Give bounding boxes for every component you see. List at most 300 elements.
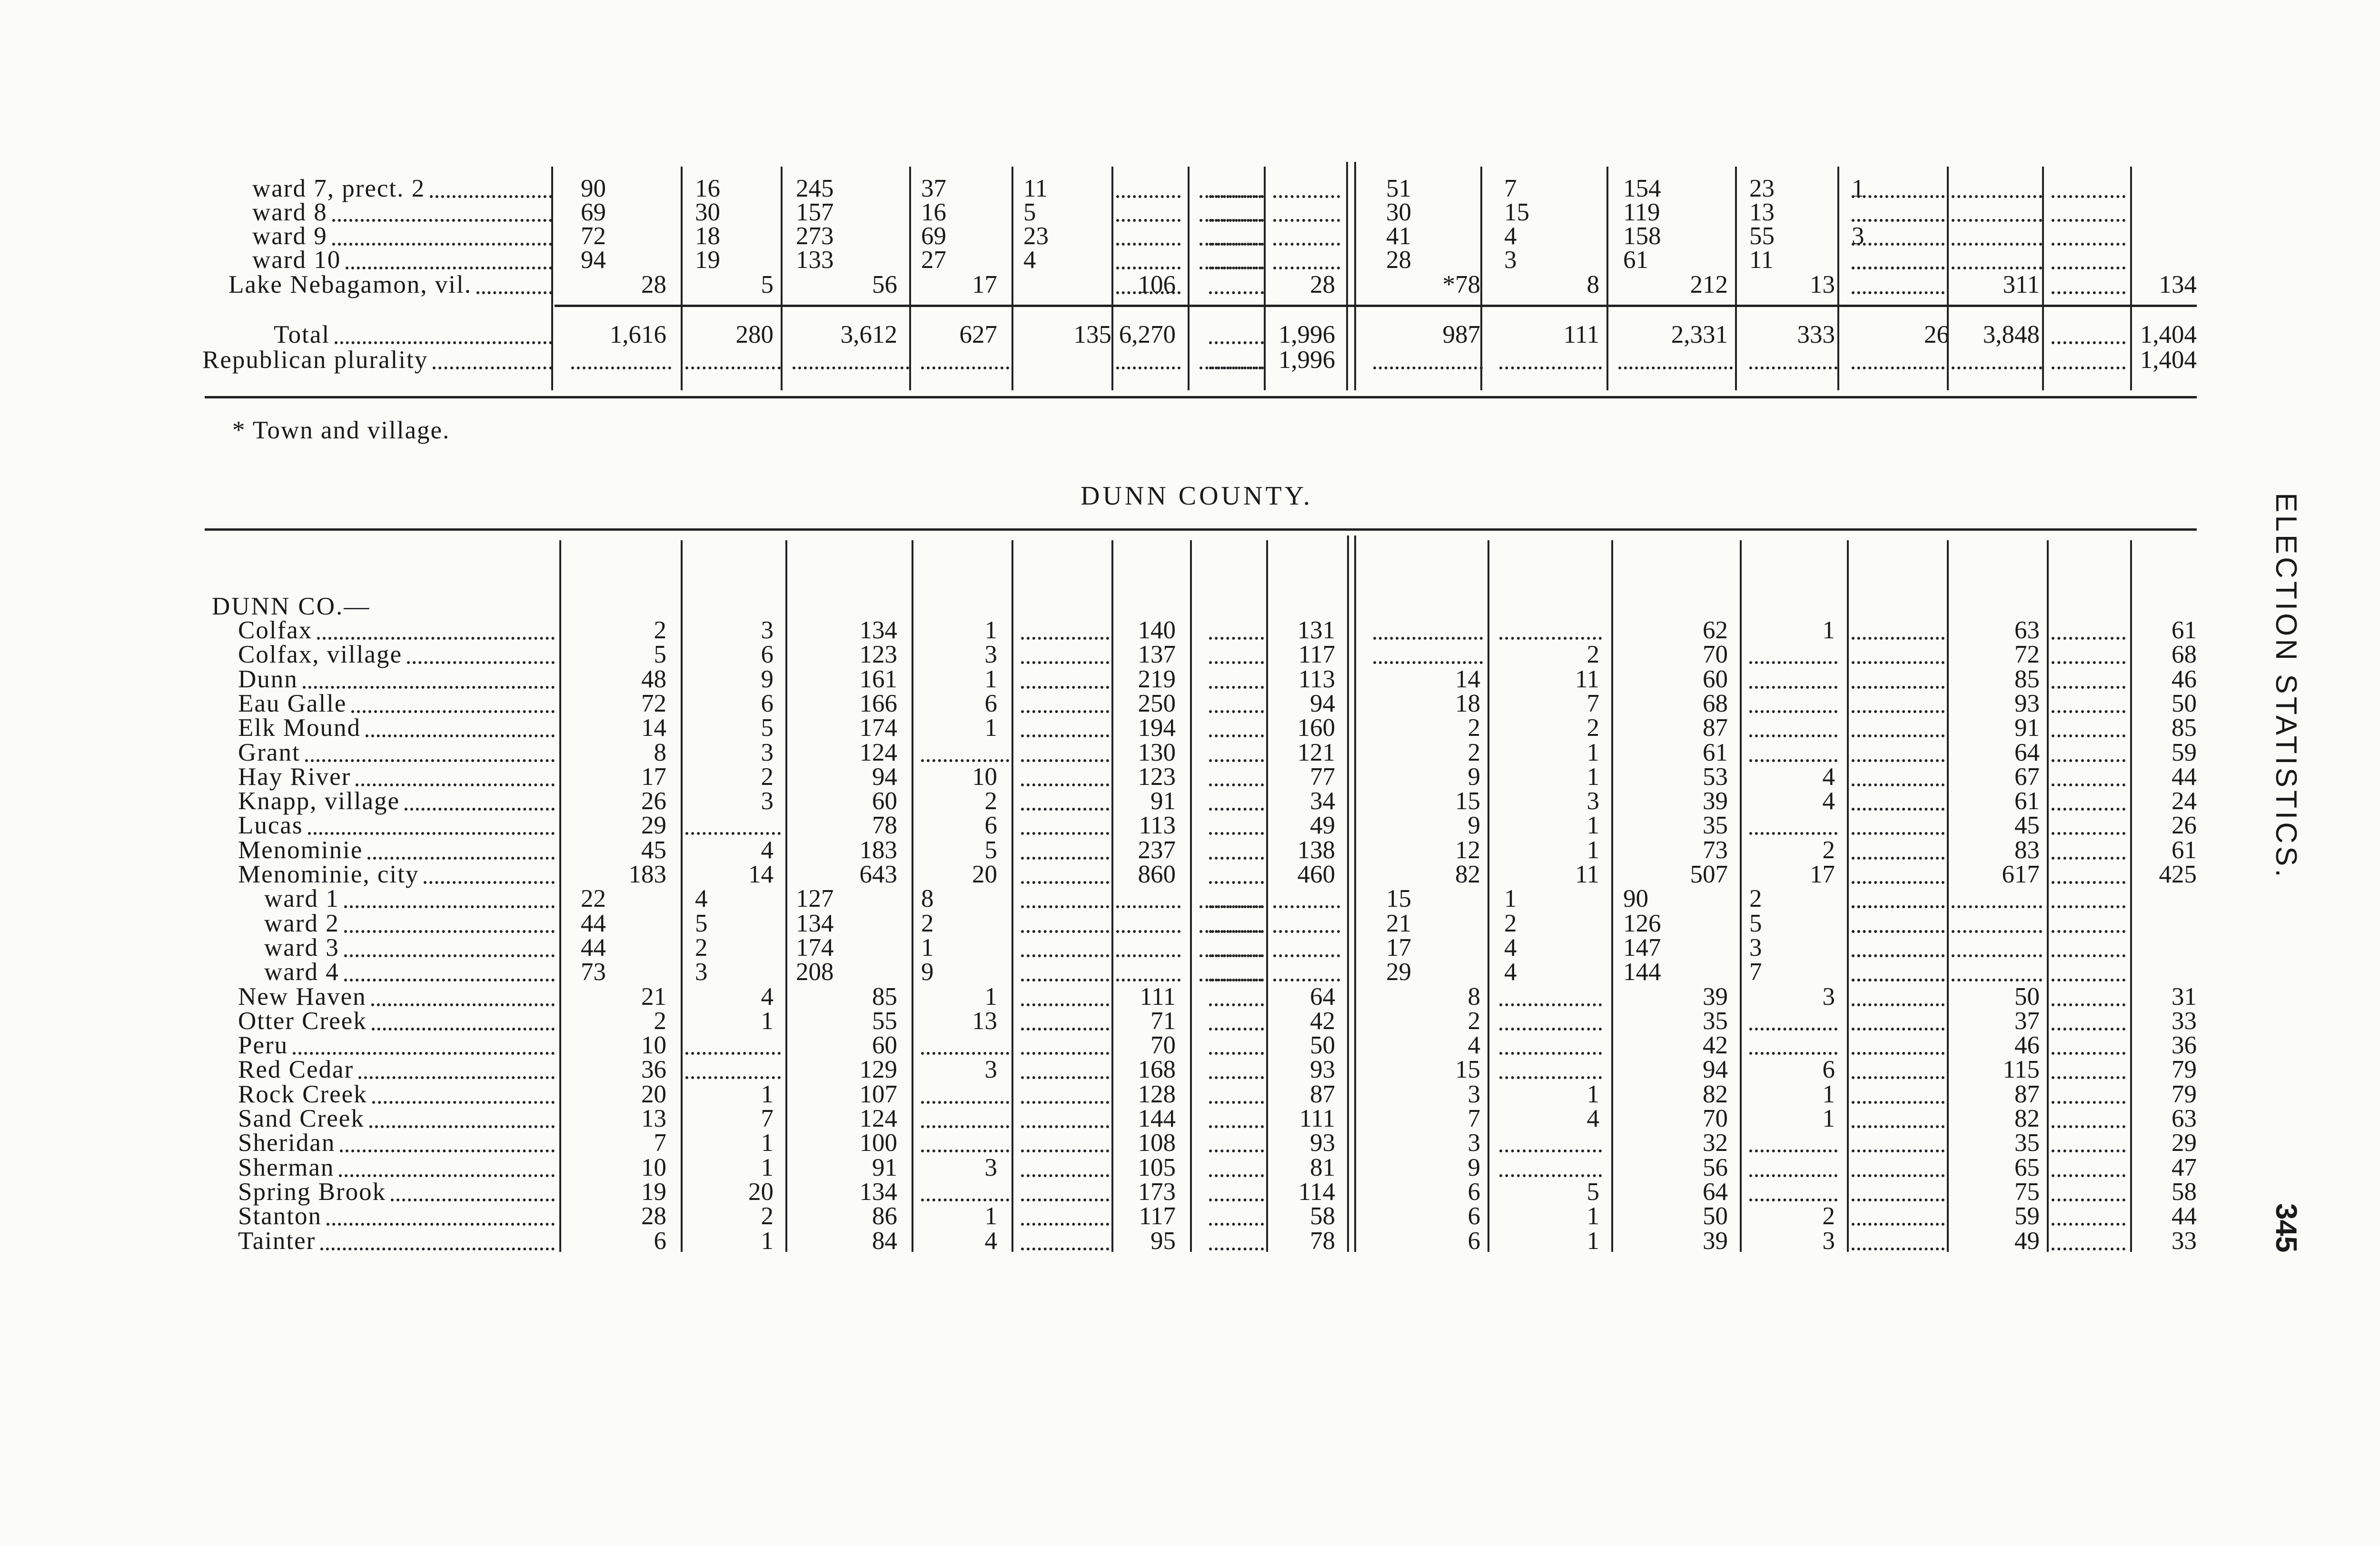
table-cell: 2 <box>695 933 708 961</box>
row-label-leader <box>372 1028 555 1031</box>
dot-leader <box>921 1101 1009 1104</box>
table-cell: 8 <box>921 885 934 913</box>
table-cell: 17 <box>641 763 666 791</box>
table-cell: 1 <box>1852 175 1864 202</box>
table-cell: 65 <box>2014 1153 2040 1181</box>
table-cell: 29 <box>641 812 666 840</box>
table-cell: 219 <box>1138 665 1176 693</box>
row-label: ward 4 <box>264 958 339 986</box>
dot-leader <box>1273 954 1340 957</box>
dot-leader <box>1021 686 1109 689</box>
table-cell: 90 <box>581 175 606 202</box>
table-cell: 11 <box>1749 246 1774 274</box>
dot-leader <box>571 367 671 369</box>
dot-leader <box>1852 881 1944 884</box>
dot-leader <box>2052 243 2125 246</box>
table-cell: 250 <box>1138 689 1176 717</box>
table-cell: 134 <box>796 909 834 937</box>
table-cell: 1 <box>984 616 997 644</box>
table-cell: 70 <box>1150 1031 1176 1060</box>
table-cell: 51 <box>1386 175 1411 202</box>
table-cell: 56 <box>872 271 897 298</box>
table-cell: 117 <box>1139 1202 1176 1230</box>
table-cell: 1 <box>984 1202 997 1230</box>
table-cell: 987 <box>1442 321 1480 348</box>
table-cell: 134 <box>859 616 897 644</box>
table-cell: 1,404 <box>2140 346 2197 374</box>
row-label: Elk Mound <box>238 714 361 742</box>
table-cell: 90 <box>1623 885 1648 913</box>
table-cell: 15 <box>1504 198 1529 226</box>
dot-leader <box>1273 267 1340 269</box>
dot-leader <box>1852 979 1944 981</box>
table-cell: 63 <box>2014 616 2040 644</box>
table-cell: 3 <box>1504 246 1517 274</box>
table-cell: 124 <box>859 1105 897 1132</box>
table-cell: 19 <box>695 246 720 274</box>
table-cell: 78 <box>1310 1227 1335 1255</box>
table-cell: 1,996 <box>1278 346 1335 374</box>
table-cell: 3 <box>1852 222 1864 250</box>
dot-leader <box>1852 1150 1944 1152</box>
dot-leader <box>1499 1076 1602 1079</box>
table-cell: 91 <box>872 1153 897 1181</box>
dot-leader <box>1209 710 1264 713</box>
table-cell: 20 <box>972 861 997 888</box>
table-cell: 42 <box>1703 1031 1728 1060</box>
table-cell: 1 <box>1822 1105 1835 1132</box>
row-label-leader <box>303 686 555 689</box>
dot-leader <box>1021 1199 1109 1201</box>
table-cell: 82 <box>1703 1080 1728 1108</box>
dot-leader <box>685 832 781 835</box>
dot-leader <box>2052 291 2125 294</box>
table-cell: 123 <box>859 641 897 669</box>
dot-leader <box>1021 832 1109 835</box>
table-cell: 44 <box>2172 1202 2197 1230</box>
table-cell: 75 <box>2014 1178 2040 1206</box>
table-cell: 333 <box>1797 321 1835 348</box>
row-label-leader <box>327 1223 555 1226</box>
row-label: ward 7, prect. 2 <box>252 175 426 202</box>
table-cell: 73 <box>1703 836 1728 864</box>
table-cell: 7 <box>1587 689 1599 717</box>
table-cell: 1 <box>1822 616 1835 644</box>
table-cell: 117 <box>1298 641 1335 669</box>
table-cell: 9 <box>1468 763 1480 791</box>
table-cell: 134 <box>859 1178 897 1206</box>
table-cell: 3,612 <box>840 321 897 348</box>
dot-leader <box>1116 905 1180 908</box>
table-cell: 60 <box>1703 665 1728 693</box>
column-rule <box>1837 167 1839 390</box>
dot-leader <box>1021 930 1109 933</box>
table-cell: 111 <box>1563 321 1599 348</box>
column-rule <box>1190 540 1192 1252</box>
table-cell: 50 <box>1310 1031 1335 1060</box>
dot-leader <box>1021 1052 1109 1055</box>
dot-leader <box>1209 979 1264 981</box>
table-cell: 68 <box>1703 689 1728 717</box>
row-label: Eau Galle <box>238 689 347 717</box>
column-rule <box>1188 167 1190 390</box>
table-cell: 1 <box>1504 885 1517 913</box>
dot-leader <box>1021 661 1109 664</box>
row-label: Colfax <box>238 616 313 644</box>
table-cell: 34 <box>1310 787 1335 815</box>
table-cell: 23 <box>1749 175 1775 202</box>
table-cell: 6 <box>1468 1202 1480 1230</box>
table-cell: 32 <box>1703 1129 1728 1157</box>
column-rule <box>1740 540 1742 1252</box>
table-cell: 73 <box>581 958 606 986</box>
row-label: Tainter <box>238 1227 316 1255</box>
dot-leader <box>2052 1052 2125 1055</box>
dot-leader <box>2052 954 2125 957</box>
table-cell: 121 <box>1297 738 1335 766</box>
table-cell: 58 <box>2172 1178 2197 1206</box>
table-cell: 129 <box>859 1056 897 1084</box>
table-cell: 48 <box>641 665 666 693</box>
dot-leader <box>1852 219 1944 222</box>
table-cell: 1 <box>984 714 997 742</box>
table-cell: 3 <box>1468 1080 1480 1108</box>
table-cell: 3 <box>761 616 774 644</box>
dot-leader <box>2052 686 2125 689</box>
county-label: DUNN CO.— <box>212 593 371 620</box>
table-cell: 26 <box>2172 812 2197 840</box>
dot-leader <box>2052 1174 2125 1177</box>
table-cell: 7 <box>1749 958 1762 986</box>
row-label-leader <box>351 710 555 713</box>
dot-leader <box>1209 1052 1264 1055</box>
table-cell: 643 <box>859 861 897 888</box>
dot-leader <box>2052 341 2125 344</box>
dot-leader <box>1209 1174 1264 1177</box>
dot-leader <box>685 367 781 369</box>
table-cell: 14 <box>748 861 774 888</box>
table-cell: 1,404 <box>2140 321 2197 348</box>
dot-leader <box>1952 267 2042 269</box>
dot-leader <box>2052 808 2125 811</box>
column-rule <box>681 540 683 1252</box>
table-cell: 2 <box>1587 714 1599 742</box>
table-cell: 26 <box>641 787 666 815</box>
column-rule <box>1354 162 1356 390</box>
row-label: Dunn <box>238 665 298 693</box>
table-cell: 127 <box>796 885 834 913</box>
table-cell: 4 <box>1468 1031 1480 1060</box>
row-label-leader <box>424 881 555 884</box>
table-cell: 1 <box>921 933 934 961</box>
table-cell: 2 <box>1822 836 1835 864</box>
table-cell: 8 <box>654 738 666 766</box>
row-label-leader <box>344 979 555 981</box>
table-cell: 71 <box>1150 1007 1176 1035</box>
dot-leader <box>1209 219 1264 222</box>
table-cell: 273 <box>796 222 834 250</box>
dot-leader <box>1209 1150 1264 1152</box>
row-label-leader <box>320 1248 555 1250</box>
table-cell: 13 <box>1749 198 1775 226</box>
table-cell: 6 <box>984 689 997 717</box>
dot-leader <box>2052 1150 2125 1152</box>
rule-top <box>205 528 2197 531</box>
dot-leader <box>2052 734 2125 737</box>
table-cell: 24 <box>2172 787 2197 815</box>
row-label-leader <box>367 857 555 860</box>
table-cell: 144 <box>1623 958 1661 986</box>
table-cell: 91 <box>2014 714 2040 742</box>
dot-leader <box>1749 1028 1837 1031</box>
rule-subtotal <box>555 305 2197 307</box>
row-label: ward 8 <box>252 198 327 226</box>
table-cell: 53 <box>1703 763 1728 791</box>
table-cell: 9 <box>1468 1153 1480 1181</box>
table-cell: 70 <box>1703 641 1728 669</box>
dot-leader <box>1952 367 2042 369</box>
dot-leader <box>1209 1223 1264 1226</box>
table-cell: 1 <box>761 1007 774 1035</box>
column-rule <box>559 540 561 1252</box>
dot-leader <box>1116 367 1180 369</box>
table-cell: 82 <box>1455 861 1480 888</box>
row-label: Menominie <box>238 836 363 864</box>
dot-leader <box>1852 1003 1944 1006</box>
dot-leader <box>1852 930 1944 933</box>
dot-leader <box>1373 661 1483 664</box>
dot-leader <box>1618 367 1733 369</box>
table-cell: 4 <box>1504 958 1517 986</box>
table-cell: 79 <box>2172 1080 2197 1108</box>
table-cell: 1 <box>984 982 997 1011</box>
table-cell: 2 <box>1468 714 1480 742</box>
table-cell: 45 <box>2014 812 2040 840</box>
dot-leader <box>1021 857 1109 860</box>
table-cell: 95 <box>1150 1227 1176 1255</box>
table-cell: 37 <box>2014 1007 2040 1035</box>
table-cell: 9 <box>1468 812 1480 840</box>
table-cell: 6 <box>761 641 774 669</box>
dot-leader <box>1499 1028 1602 1031</box>
dot-leader <box>1852 759 1944 762</box>
dot-leader <box>1021 710 1109 713</box>
table-cell: 5 <box>761 714 774 742</box>
dot-leader <box>1852 1101 1944 1104</box>
table-cell: 94 <box>872 763 897 791</box>
table-cell: 20 <box>748 1178 774 1206</box>
row-label: ward 2 <box>264 909 339 937</box>
column-rule <box>2130 167 2132 390</box>
table-cell: 2 <box>984 787 997 815</box>
table-cell: 280 <box>735 321 774 348</box>
table-cell: 10 <box>972 763 997 791</box>
table-cell: 1 <box>1587 836 1599 864</box>
table-cell: 147 <box>1623 933 1661 961</box>
table-cell: 55 <box>872 1007 897 1035</box>
dot-leader <box>1273 243 1340 246</box>
row-label-leader <box>356 783 555 786</box>
column-rule <box>1480 167 1482 390</box>
row-label: ward 1 <box>264 885 339 913</box>
table-cell: 1,996 <box>1278 321 1335 348</box>
table-cell: 18 <box>695 222 720 250</box>
dot-leader <box>2052 219 2125 222</box>
dot-leader <box>1209 1248 1264 1250</box>
dot-leader <box>1021 1003 1109 1006</box>
dot-leader <box>1116 930 1180 933</box>
dot-leader <box>1852 734 1944 737</box>
row-label: Menominie, city <box>238 861 419 888</box>
dot-leader <box>2052 1125 2125 1128</box>
table-cell: 6 <box>1468 1178 1480 1206</box>
dot-leader <box>1373 367 1483 369</box>
table-cell: 70 <box>1703 1105 1728 1132</box>
dot-leader <box>1852 686 1944 689</box>
table-cell: 44 <box>2172 763 2197 791</box>
table-cell: 72 <box>641 689 666 717</box>
row-label: Knapp, village <box>238 787 400 815</box>
row-label: Otter Creek <box>238 1007 367 1035</box>
page-number: 345 <box>2270 1203 2302 1253</box>
table-cell: 6 <box>1468 1227 1480 1255</box>
row-label-leader <box>344 954 555 957</box>
dot-leader <box>1021 979 1109 981</box>
dot-leader <box>1749 1174 1837 1177</box>
table-cell: 84 <box>872 1227 897 1255</box>
table-cell: 49 <box>2014 1227 2040 1255</box>
dot-leader <box>1952 243 2042 246</box>
table-cell: 1 <box>1587 738 1599 766</box>
table-cell: 6 <box>984 812 997 840</box>
table-cell: 72 <box>581 222 606 250</box>
table-cell: 130 <box>1138 738 1176 766</box>
column-rule <box>1354 535 1356 1252</box>
table-cell: 42 <box>1310 1007 1335 1035</box>
table-cell: 617 <box>2002 861 2040 888</box>
table-cell: 183 <box>859 836 897 864</box>
dot-leader <box>2052 832 2125 835</box>
dot-leader <box>2052 1076 2125 1079</box>
dot-leader <box>2052 367 2125 369</box>
table-cell: 16 <box>695 175 720 202</box>
table-cell: 5 <box>695 909 708 937</box>
table-cell: 2,331 <box>1671 321 1728 348</box>
dot-leader <box>1273 219 1340 222</box>
table-cell: 157 <box>796 198 834 226</box>
table-cell: 7 <box>1504 175 1517 202</box>
table-cell: 6,270 <box>1119 321 1176 348</box>
dot-leader <box>1852 1223 1944 1226</box>
table-cell: 94 <box>1703 1056 1728 1084</box>
table-cell: 39 <box>1703 982 1728 1011</box>
dot-leader <box>1273 195 1340 198</box>
table-cell: 44 <box>581 909 606 937</box>
column-rule <box>909 167 911 390</box>
dot-leader <box>1116 954 1180 957</box>
table-cell: 45 <box>641 836 666 864</box>
row-label: Stanton <box>238 1202 322 1230</box>
dot-leader <box>1749 1199 1837 1201</box>
table-cell: 111 <box>1140 982 1176 1011</box>
table-cell: 50 <box>2014 982 2040 1011</box>
running-title: ELECTION STATISTICS. <box>2270 493 2302 880</box>
table-cell: 1 <box>1587 1227 1599 1255</box>
table-cell: 5 <box>1749 909 1762 937</box>
table-cell: 39 <box>1703 1227 1728 1255</box>
row-label: Red Cedar <box>238 1056 354 1084</box>
table-cell: 166 <box>859 689 897 717</box>
column-rule <box>1611 540 1613 1252</box>
table-cell: 21 <box>1386 909 1411 937</box>
row-label-leader <box>371 1003 555 1006</box>
table-cell: 60 <box>872 787 897 815</box>
rule-bottom <box>205 396 2197 398</box>
dot-leader <box>1852 195 1944 198</box>
table-cell: 87 <box>1310 1080 1335 1108</box>
table-cell: 28 <box>641 1202 666 1230</box>
table-cell: 137 <box>1138 641 1176 669</box>
dot-leader <box>1021 881 1109 884</box>
row-label: ward 10 <box>252 246 341 274</box>
dot-leader <box>1852 1076 1944 1079</box>
table-cell: 36 <box>2172 1031 2197 1060</box>
table-cell: 61 <box>2172 836 2197 864</box>
row-label-leader <box>332 219 552 222</box>
table-cell: 3 <box>1822 1227 1835 1255</box>
dot-leader <box>1209 291 1264 294</box>
dot-leader <box>793 367 909 369</box>
dot-leader <box>2052 979 2125 981</box>
dot-leader <box>1952 905 2042 908</box>
table-cell: 208 <box>796 958 834 986</box>
row-label: Rock Creek <box>238 1080 367 1108</box>
table-cell: 161 <box>859 665 897 693</box>
column-rule <box>1606 167 1608 390</box>
table-cell: 2 <box>761 763 774 791</box>
row-label: Total <box>274 321 330 348</box>
table-cell: 4 <box>984 1227 997 1255</box>
table-cell: 100 <box>859 1129 897 1157</box>
table-cell: 63 <box>2172 1105 2197 1132</box>
dot-leader <box>1273 905 1340 908</box>
dot-leader <box>2052 195 2125 198</box>
table-cell: 131 <box>1297 616 1335 644</box>
dot-leader <box>1021 1150 1109 1152</box>
row-label: Sand Creek <box>238 1105 365 1132</box>
table-cell: 160 <box>1297 714 1335 742</box>
dot-leader <box>1021 1028 1109 1031</box>
dot-leader <box>2052 267 2125 269</box>
table-cell: 23 <box>1023 222 1049 250</box>
dot-leader <box>1499 1150 1602 1152</box>
table-cell: 85 <box>2014 665 2040 693</box>
table-cell: 17 <box>972 271 997 298</box>
column-rule <box>912 540 913 1252</box>
table-cell: 7 <box>761 1105 774 1132</box>
table-cell: 28 <box>641 271 666 298</box>
table-cell: 26 <box>1924 321 1949 348</box>
dot-leader <box>1852 832 1944 835</box>
table-cell: 49 <box>1310 812 1335 840</box>
table-cell: 174 <box>796 933 834 961</box>
table-cell: 245 <box>796 175 834 202</box>
table-cell: 5 <box>1587 1178 1599 1206</box>
dot-leader <box>1499 1052 1602 1055</box>
dot-leader <box>2052 759 2125 762</box>
dot-leader <box>1209 905 1264 908</box>
row-label-leader <box>358 1076 555 1079</box>
